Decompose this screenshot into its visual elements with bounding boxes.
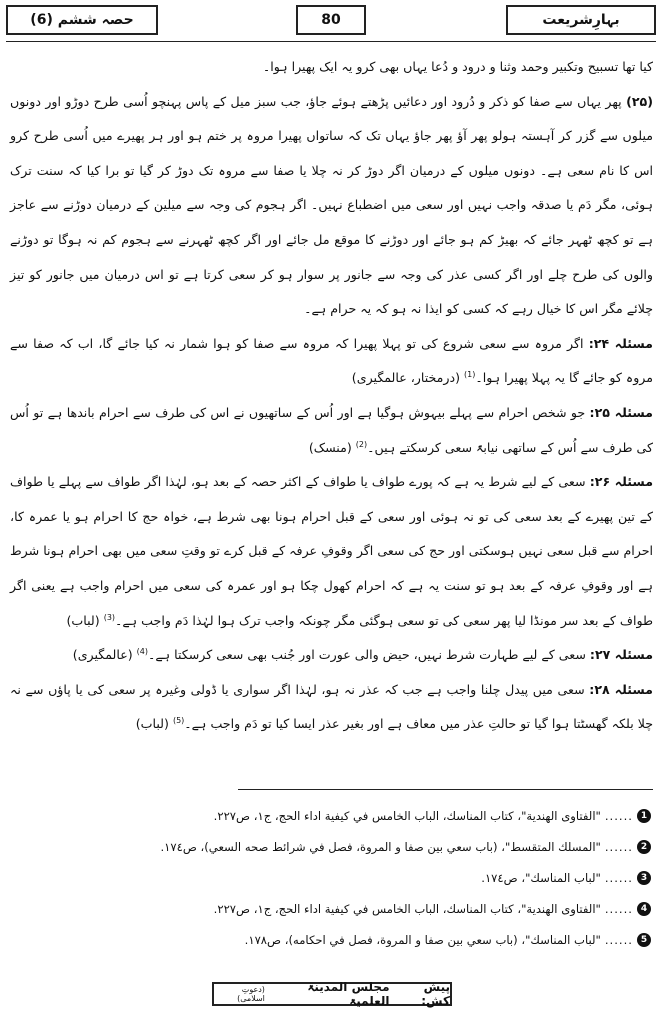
footnotes [10,800,651,955]
footnote-ref: (5) [172,716,185,726]
footnote-number-badge: 2 [637,840,651,854]
page-number: 80 [321,12,341,28]
source-citation: (عالمگیری) [72,647,133,663]
footnote-number-badge: 1 [637,809,651,823]
masala-28: مسئلہ ۲۸: سعی میں پیدل چلنا واجب ہے جب کہ عذر نہ ہو، لہٰذا اگر سواری یا ڈولی وغیرہ پر سعی کی یا پاؤں سے نہ چلا بلکہ گھسٹتا ہوا گیا تو حالتِ عذر میں معاف ہے اور بغیر عذر ایسا کیا تو دَم واجب ہے۔$^{(5)}$ (لباب) [10,681,653,732]
footnote-number-badge: 4 [637,902,651,916]
masala-label: مسئلہ ۲۴: [588,335,653,351]
footnote-3: 3 ...... "لباب المناسك"، ص١٧٤. [10,862,651,893]
footnote-4: 4 ...... "الفتاوى الهندية"، كتاب المناسك، الباب الخامس في كيفية اداء الحج، ج١، ص٢٢٧. [10,893,651,924]
source-citation: (درمختار، عالمگیری) [351,370,461,386]
paragraph-number: (۲۵) [626,93,653,109]
masala-label: مسئلہ ۲۷: [589,647,653,663]
footnote-ref: (4) [136,646,148,656]
masala-24: مسئلہ ۲۴: اگر مروہ سے سعی شروع کی تو پہلا پھیرا کہ مروہ سے صفا کو ہوا شمار نہ کیا جائے گا، اب کہ صفا سے مروہ کو جائے گا یہ پہلا پھیرا ہوا۔$^{(1)}$ (درمختار، عالمگیری) [10,335,653,386]
page-number-box [296,5,366,35]
paragraph-25: (۲۵) پھر یہاں سے صفا کو ذکر و دُرود اور دعائیں پڑھتے ہوئے جاؤ، جب سبز میل کے پاس پہنچو اُسی طرح دوڑو اور دونوں میلوں سے گزر کر آہستہ ہولو پھر آؤ پھر جاؤ یہاں تک کہ ساتواں پھیرا مروہ پر ختم ہو اور ہر پھیرے میں اُسی طرح کرو اس کا نام سعی ہے۔ دونوں میلوں کے درمیان اگر دوڑ کر نہ چلا یا صفا سے مروہ تک دوڑ کر گیا تو برا کیا کہ سنت ترک ہوئی، مگر دَم یا صدقہ واجب نہیں اور سعی میں اضطباع نہیں۔ اگر ہجوم کی وجہ سے میلین کے درمیان دوڑنے سے عاجز ہے تو کچھ ٹھہر جائے کہ بھیڑ کم ہو جائے اور دوڑنے کا موقع مل جائے اور اگر کچھ ٹھہرنے سے ہجوم کم نہ ہوگا تو دوڑنے والوں کی طرح چلے اور اگر کسی عذر کی وجہ سے جانور پر سوار ہو کر سعی کرتا ہے تو اس درمیان میں جانور کو تیز چلائے مگر اس کا خیال رہے کہ کسی کو ایذا نہ ہو کہ یہ حرام ہے۔ [10,93,653,317]
footnote-1: 1 ...... "الفتاوى الهندية"، كتاب المناسك، الباب الخامس في كيفية اداء الحج، ج١، ص٢٢٧. [10,800,651,831]
footnote-divider [238,789,653,790]
masala-label: مسئلہ ۲۸: [589,681,653,697]
publisher-prefix: پیش کش: [421,980,450,1008]
masala-label: مسئلہ ۲۵: [589,404,653,420]
footnote-text: "الفتاوى الهندية"، كتاب المناسك، الباب الخامس في كيفية اداء الحج، ج١، ص٢٢٧. [213,808,601,823]
book-title-box [506,5,656,35]
source-citation: (منسک) [308,439,352,455]
footnote-text: "المسلك المتقسط"، (باب سعي بين صفا و المروة، فصل في شرائط صحه السعي)، ص١٧٤. [160,839,601,854]
masala-27: مسئلہ ۲۷: سعی کے لیے طہارت شرط نہیں، حیض والی عورت اور جُنب بھی سعی کرسکتا ہے۔$^{(4)}$ (عالمگیری) [72,646,653,663]
footnote-ref: (1) [464,370,476,380]
book-title: بہارِشریعت [542,12,620,28]
footnote-text: "لباب المناسك"، (باب سعي بين صفا و المروة، فصل في احكامه)، ص١٧٨. [244,932,601,947]
main-text [10,50,653,742]
source-citation: (لباب) [66,612,100,628]
masala-26: مسئلہ ۲۶: سعی کے لیے شرط یہ ہے کہ پورے طواف یا طواف کے اکثر حصہ کے بعد ہو، لہٰذا اگر طواف سے پہلے یا طواف کے تین پھیرے کے بعد سعی کی تو نہ ہوئی اور سعی کے قبل احرام ہونا بھی شرط ہے، خواہ حج کا احرام ہو یا عمرہ کا، احرام سے قبل سعی نہیں ہوسکتی اور حج کی سعی اگر وقوفِ عرفہ کے قبل کرے تو وقتِ سعی میں بھی احرام ہونا شرط ہے اور وقوفِ عرفہ کے بعد ہو تو سنت یہ ہے کہ احرام کھول چکا ہو اور عمرہ کی سعی میں احرام واجب ہے یعنی اگر طواف کے بعد سر مونڈا لیا پھر سعی کی تو سعی ہوگئی مگر چونکہ واجب ترک ہوا لہٰذا دَم واجب ہے۔$^{(3)}$ (لباب) [10,474,653,628]
part-number-box [6,5,158,35]
masala-label: مسئلہ ۲۶: [589,474,653,490]
publisher-subtitle: (دعوتِ اسلامی) [237,985,265,1003]
paragraph-continuation: کیا تھا تسبیح وتکبیر وحمد وثنا و درود و دُعا یہاں بھی کرو یہ ایک پھیرا ہوا۔ [262,59,653,74]
footnote-5: 5 ...... "لباب المناسك"، (باب سعي بين صفا و المروة، فصل في احكامه)، ص١٧٨. [10,924,651,955]
footnote-text: "الفتاوى الهندية"، كتاب المناسك، الباب الخامس في كيفية اداء الحج، ج١، ص٢٢٧. [213,901,601,916]
source-citation: (لباب) [135,716,169,732]
masala-25: مسئلہ ۲۵: جو شخص احرام سے پہلے بیہوش ہوگیا ہے اور اُس کے ساتھیوں نے اس کی طرف سے احرام باندھا ہے تو اُس کی طرف سے اُس کے ساتھی نیابۃً سعی کرسکتے ہیں۔$^{(2)}$ (منسک) [10,404,653,455]
footnote-number-badge: 5 [637,933,651,947]
footnote-ref: (3) [103,612,116,622]
header-divider [6,41,656,42]
footnote-2: 2 ...... "المسلك المتقسط"، (باب سعي بين صفا و المروة، فصل في شرائط صحه السعي)، ص١٧٤. [10,831,651,862]
publisher-name: مجلس المدینۃ العلمیۃ [307,980,390,1008]
publisher-box [212,982,452,1006]
footnote-ref: (2) [355,439,368,449]
footnote-text: "لباب المناسك"، ص١٧٤. [481,870,601,885]
footnote-number-badge: 3 [637,871,651,885]
part-number: حصہ ششم (6) [30,12,134,28]
